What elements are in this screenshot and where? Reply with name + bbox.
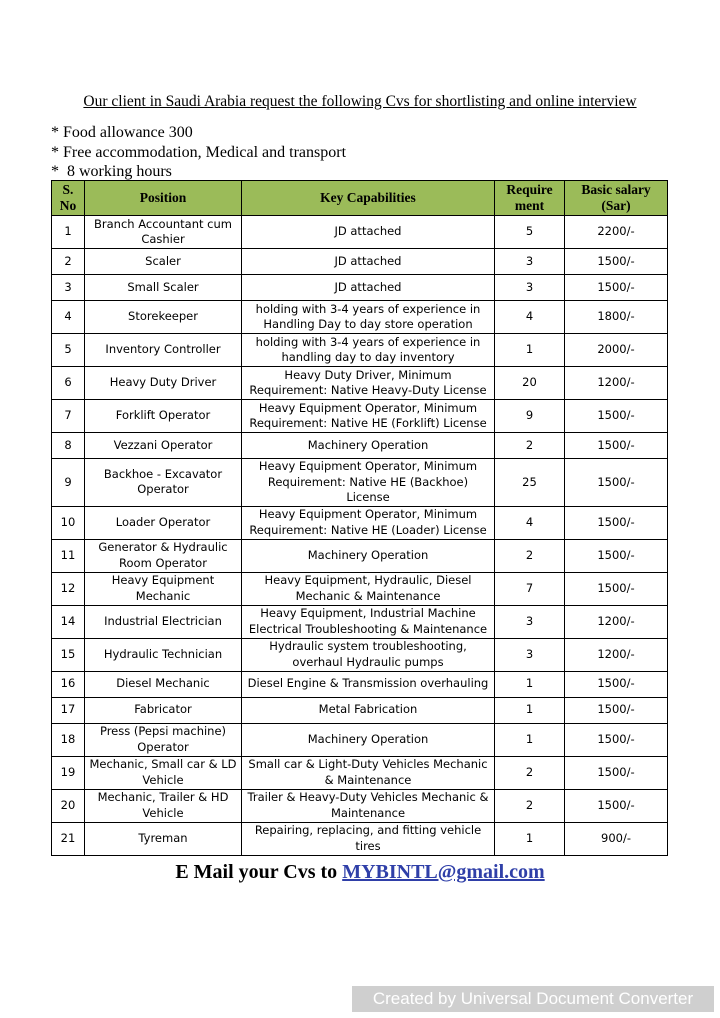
cell-salary: 1500/- <box>565 671 668 697</box>
cell-capabilities: Metal Fabrication <box>242 697 495 723</box>
cell-requirement: 3 <box>495 275 565 301</box>
cell-position: Industrial Electrician <box>85 605 242 638</box>
table-row <box>52 367 668 400</box>
cell-position: Loader Operator <box>85 506 242 539</box>
header-sno: S. No <box>52 181 85 216</box>
table-row <box>52 433 668 459</box>
cell-capabilities: holding with 3-4 years of experience in Handling Day to day store operation <box>242 301 495 334</box>
cell-sno: 16 <box>52 671 85 697</box>
header-position: Position <box>85 181 242 216</box>
cell-capabilities: Heavy Equipment, Hydraulic, Diesel Mechanic & Maintenance <box>242 572 495 605</box>
cell-position: Mechanic, Small car & LD Vehicle <box>85 756 242 789</box>
cell-requirement: 2 <box>495 789 565 822</box>
table-row <box>52 697 668 723</box>
cell-position: Branch Accountant cum Cashier <box>85 216 242 249</box>
benefit-item: * 8 working hours <box>51 163 172 180</box>
cell-requirement: 1 <box>495 697 565 723</box>
cell-requirement: 4 <box>495 301 565 334</box>
cell-capabilities: Heavy Equipment, Industrial Machine Electrical Troubleshooting & Maintenance <box>242 605 495 638</box>
benefits-list <box>51 123 346 182</box>
cell-salary: 1500/- <box>565 572 668 605</box>
cell-salary: 1500/- <box>565 697 668 723</box>
cell-position: Scaler <box>85 249 242 275</box>
cell-capabilities: Machinery Operation <box>242 433 495 459</box>
cell-sno: 2 <box>52 249 85 275</box>
cell-requirement: 3 <box>495 249 565 275</box>
cell-requirement: 3 <box>495 638 565 671</box>
cell-position: Tyreman <box>85 822 242 855</box>
cell-position: Forklift Operator <box>85 400 242 433</box>
cell-capabilities: holding with 3-4 years of experience in handling day to day inventory <box>242 334 495 367</box>
table-row <box>52 400 668 433</box>
table-row <box>52 605 668 638</box>
cell-salary: 1500/- <box>565 723 668 756</box>
cell-salary: 1500/- <box>565 433 668 459</box>
cell-requirement: 5 <box>495 216 565 249</box>
cell-position: Storekeeper <box>85 301 242 334</box>
table-row <box>52 723 668 756</box>
cell-salary: 1500/- <box>565 249 668 275</box>
cell-sno: 5 <box>52 334 85 367</box>
contact-prefix: E Mail your Cvs to <box>175 861 343 883</box>
cell-sno: 7 <box>52 400 85 433</box>
cell-sno: 12 <box>52 572 85 605</box>
header-salary: Basic salary (Sar) <box>565 181 668 216</box>
cell-requirement: 2 <box>495 433 565 459</box>
cell-requirement: 1 <box>495 334 565 367</box>
cell-sno: 3 <box>52 275 85 301</box>
cell-requirement: 2 <box>495 756 565 789</box>
table-header-row <box>52 181 668 216</box>
cell-requirement: 1 <box>495 723 565 756</box>
cell-capabilities: JD attached <box>242 275 495 301</box>
header-capabilities: Key Capabilities <box>242 181 495 216</box>
cell-sno: 9 <box>52 459 85 507</box>
cell-sno: 17 <box>52 697 85 723</box>
cell-salary: 1200/- <box>565 638 668 671</box>
cell-sno: 18 <box>52 723 85 756</box>
cell-position: Generator & Hydraulic Room Operator <box>85 539 242 572</box>
cell-position: Press (Pepsi machine) Operator <box>85 723 242 756</box>
cell-capabilities: Trailer & Heavy-Duty Vehicles Mechanic & Maintenance <box>242 789 495 822</box>
cell-requirement: 1 <box>495 671 565 697</box>
cell-salary: 1800/- <box>565 301 668 334</box>
cell-position: Inventory Controller <box>85 334 242 367</box>
cell-capabilities: Repairing, replacing, and fitting vehicle tires <box>242 822 495 855</box>
cell-salary: 1200/- <box>565 367 668 400</box>
table-row <box>52 334 668 367</box>
table-body <box>52 216 668 856</box>
cell-requirement: 25 <box>495 459 565 507</box>
cell-salary: 1200/- <box>565 605 668 638</box>
cell-capabilities: Hydraulic system troubleshooting, overhaul Hydraulic pumps <box>242 638 495 671</box>
cell-capabilities: Machinery Operation <box>242 723 495 756</box>
table-row <box>52 249 668 275</box>
cell-position: Heavy Equipment Mechanic <box>85 572 242 605</box>
contact-line <box>0 861 720 884</box>
cell-salary: 900/- <box>565 822 668 855</box>
cell-sno: 1 <box>52 216 85 249</box>
cell-salary: 1500/- <box>565 459 668 507</box>
cell-sno: 20 <box>52 789 85 822</box>
table-row <box>52 822 668 855</box>
cell-requirement: 9 <box>495 400 565 433</box>
cell-sno: 19 <box>52 756 85 789</box>
cell-sno: 15 <box>52 638 85 671</box>
cell-salary: 1500/- <box>565 539 668 572</box>
cell-sno: 14 <box>52 605 85 638</box>
cell-position: Backhoe - Excavator Operator <box>85 459 242 507</box>
cell-capabilities: Heavy Duty Driver, Minimum Requirement: Native Heavy-Duty License <box>242 367 495 400</box>
cell-capabilities: Machinery Operation <box>242 539 495 572</box>
cell-capabilities: Heavy Equipment Operator, Minimum Requirement: Native HE (Forklift) License <box>242 400 495 433</box>
cell-salary: 1500/- <box>565 400 668 433</box>
table-row <box>52 301 668 334</box>
cell-salary: 1500/- <box>565 756 668 789</box>
cell-capabilities: Heavy Equipment Operator, Minimum Requirement: Native HE (Backhoe) License <box>242 459 495 507</box>
header-requirement: Require ment <box>495 181 565 216</box>
cell-position: Mechanic, Trailer & HD Vehicle <box>85 789 242 822</box>
cell-capabilities: JD attached <box>242 249 495 275</box>
email-link[interactable]: MYBINTL@gmail.com <box>342 861 545 883</box>
cell-capabilities: Diesel Engine & Transmission overhauling <box>242 671 495 697</box>
cell-salary: 2000/- <box>565 334 668 367</box>
cell-sno: 6 <box>52 367 85 400</box>
cell-position: Hydraulic Technician <box>85 638 242 671</box>
cell-sno: 8 <box>52 433 85 459</box>
cell-position: Diesel Mechanic <box>85 671 242 697</box>
cell-sno: 21 <box>52 822 85 855</box>
cell-capabilities: Small car & Light-Duty Vehicles Mechanic & Maintenance <box>242 756 495 789</box>
cell-requirement: 3 <box>495 605 565 638</box>
table-row <box>52 756 668 789</box>
watermark-banner: Created by Universal Document Converter <box>352 986 714 1012</box>
cell-requirement: 4 <box>495 506 565 539</box>
cell-salary: 1500/- <box>565 789 668 822</box>
cell-position: Small Scaler <box>85 275 242 301</box>
page-headline: Our client in Saudi Arabia request the following Cvs for shortlisting and online interview <box>83 93 637 110</box>
cell-requirement: 2 <box>495 539 565 572</box>
cell-sno: 10 <box>52 506 85 539</box>
positions-table <box>51 180 668 856</box>
table-row <box>52 506 668 539</box>
table-row <box>52 572 668 605</box>
table-row <box>52 539 668 572</box>
benefit-item: * Food allowance 300 <box>51 124 193 141</box>
table-row <box>52 638 668 671</box>
table-row <box>52 671 668 697</box>
cell-capabilities: Heavy Equipment Operator, Minimum Requirement: Native HE (Loader) License <box>242 506 495 539</box>
table-row <box>52 216 668 249</box>
cell-position: Heavy Duty Driver <box>85 367 242 400</box>
cell-sno: 4 <box>52 301 85 334</box>
cell-salary: 1500/- <box>565 506 668 539</box>
cell-position: Fabricator <box>85 697 242 723</box>
cell-requirement: 20 <box>495 367 565 400</box>
cell-requirement: 7 <box>495 572 565 605</box>
cell-capabilities: JD attached <box>242 216 495 249</box>
table-row <box>52 275 668 301</box>
cell-sno: 11 <box>52 539 85 572</box>
cell-salary: 2200/- <box>565 216 668 249</box>
table-row <box>52 459 668 507</box>
cell-salary: 1500/- <box>565 275 668 301</box>
benefit-item: * Free accommodation, Medical and transport <box>51 143 347 161</box>
cell-requirement: 1 <box>495 822 565 855</box>
table-row <box>52 789 668 822</box>
cell-position: Vezzani Operator <box>85 433 242 459</box>
